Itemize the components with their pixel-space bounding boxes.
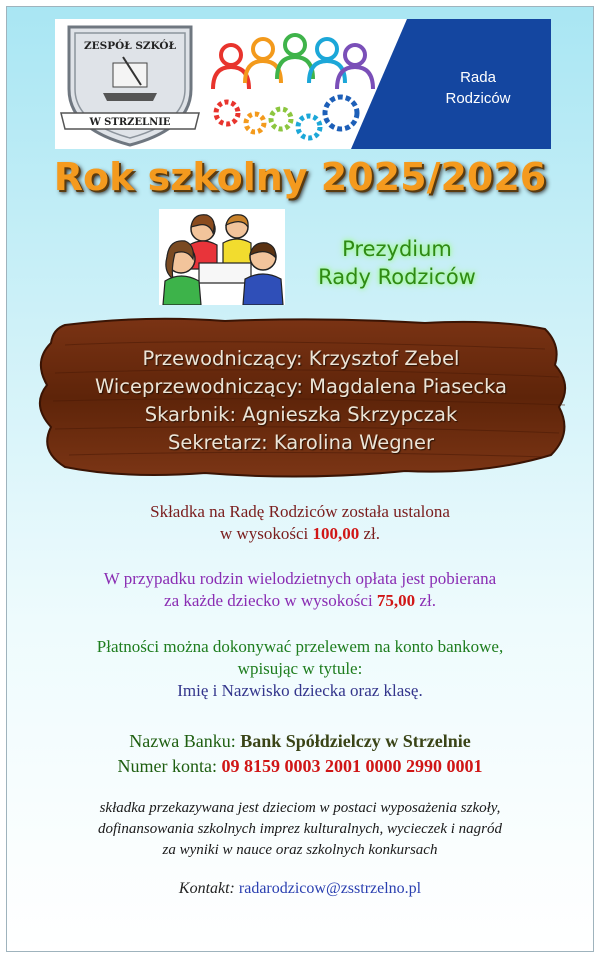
bank-name-value: Bank Spółdzielczy w Strzelnie xyxy=(240,731,471,751)
presidium-heading xyxy=(297,235,497,291)
account-number: 09 8159 0003 2001 0000 2990 0001 xyxy=(221,756,483,776)
multi-child-currency: zł. xyxy=(415,591,436,610)
page-title: Rok szkolny 2025/2026 xyxy=(53,155,547,199)
members-board xyxy=(25,315,577,483)
fee-purpose-note xyxy=(7,798,593,861)
bank-info xyxy=(7,729,593,779)
member-secretary: Sekretarz: Karolina Wegner xyxy=(167,431,434,454)
crest-text-bottom: W STRZELNIE xyxy=(89,117,171,128)
presidium-line2: Rady Rodziców xyxy=(318,265,476,289)
presidium-line1: Prezydium xyxy=(342,237,452,261)
fee-info xyxy=(7,501,593,545)
payment-line1: Płatności można dokonywać przelewem na konto bankowe, xyxy=(96,637,504,656)
fee-line2 xyxy=(7,523,593,545)
payment-line2: wpisując w tytule: xyxy=(237,659,363,678)
school-crest-logo xyxy=(55,19,205,149)
contact-row xyxy=(7,878,593,900)
payment-info xyxy=(7,636,593,702)
bank-name-label: Nazwa Banku: xyxy=(129,731,241,751)
students-illustration xyxy=(159,209,285,305)
member-vice-chair: Wiceprzewodniczący: Magdalena Piasecka xyxy=(94,375,508,398)
contact-label: Kontakt: xyxy=(178,880,239,897)
fee-line1: Składka na Radę Rodziców została ustalona xyxy=(150,502,450,521)
multi-child-prefix: za każde dziecko w wysokości xyxy=(164,591,377,610)
bank-name-row xyxy=(7,729,593,754)
multi-child-info xyxy=(7,568,593,612)
fee-amount: 100,00 xyxy=(312,524,360,543)
members-list xyxy=(25,345,577,457)
payment-line3: Imię i Nazwisko dziecka oraz klasę. xyxy=(177,681,423,700)
flyer-page xyxy=(6,6,594,952)
multi-child-line2 xyxy=(7,590,593,612)
note-line1: składka przekazywana jest dzieciom w postaci wyposażenia szkoły, xyxy=(99,800,501,816)
account-row xyxy=(7,754,593,779)
note-line3: za wyniki w nauce oraz szkolnych konkursach xyxy=(162,842,438,858)
council-label xyxy=(423,67,533,109)
crest-text-top: ZESPÓŁ SZKÓŁ xyxy=(83,40,177,52)
gears-people-icon xyxy=(205,27,375,145)
header-banner xyxy=(55,19,551,149)
contact-email-link[interactable]: radarodzicow@zsstrzelno.pl xyxy=(238,880,422,897)
fee-currency: zł. xyxy=(359,524,381,543)
multi-child-amount: 75,00 xyxy=(376,591,416,610)
account-label: Numer konta: xyxy=(117,756,222,776)
council-label-line1: Rada xyxy=(460,69,496,86)
member-chair: Przewodniczący: Krzysztof Zebel xyxy=(142,347,460,370)
member-treasurer: Skarbnik: Agnieszka Skrzypczak xyxy=(144,403,458,426)
fee-prefix: w wysokości xyxy=(219,524,313,543)
multi-child-line1: W przypadku rodzin wielodzietnych opłata jest pobierana xyxy=(103,569,497,588)
note-line2: dofinansowania szkolnych imprez kulturalnych, wycieczek i nagród xyxy=(98,821,502,837)
council-label-line2: Rodziców xyxy=(445,90,511,107)
